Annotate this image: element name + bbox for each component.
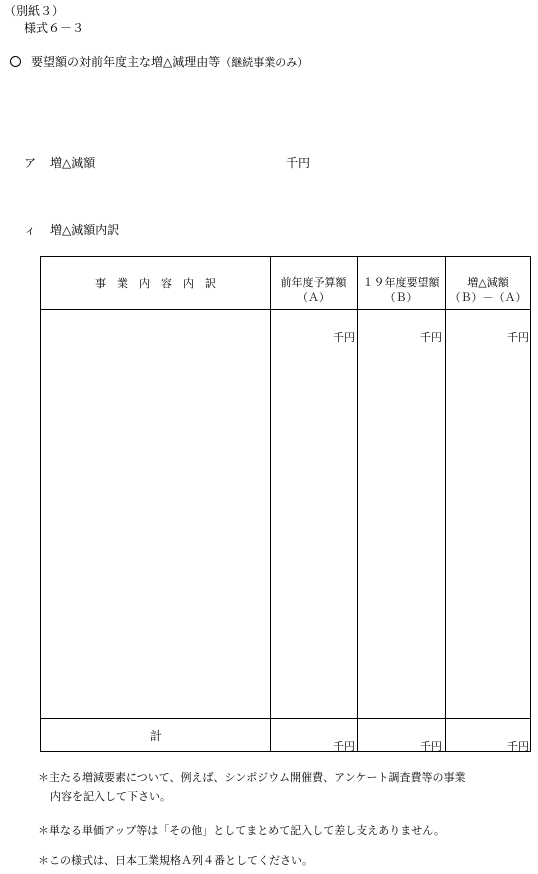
col-header-prev-budget-line1: 前年度予算額 <box>280 276 347 289</box>
attachment-label: （別紙３） <box>4 4 65 18</box>
heading-text: 要望額の対前年度主な増△減理由等 <box>31 55 221 69</box>
body-unit-diff: 千円 <box>507 331 529 344</box>
form-number: 様式６－３ <box>24 21 85 35</box>
note-1-line-1: ＊主たる増減要素について、例えば、シンポジウム開催費、アンケート調査費等の事業 <box>38 771 466 784</box>
col-header-prev-budget-line2: （Ａ） <box>297 291 330 304</box>
note-1-line-2: 内容を記入して下さい。 <box>50 790 171 803</box>
heading-note: （継続事業のみ） <box>220 56 309 69</box>
col-header-diff-line1: 増△減額 <box>467 276 509 289</box>
total-unit-diff: 千円 <box>507 740 529 753</box>
section-a-label: 増△減額 <box>50 156 96 170</box>
body-unit-prev: 千円 <box>333 331 355 344</box>
section-a-unit: 千円 <box>286 156 311 170</box>
col-header-prev-budget <box>270 275 357 305</box>
heading <box>10 56 308 68</box>
note-3: ＊この様式は、日本工業規格Ａ列４番としてください。 <box>38 854 313 867</box>
section-a-marker: ア <box>24 156 37 170</box>
col-header-content: 事 業 内 容 内 訳 <box>95 277 216 290</box>
total-unit-prev: 千円 <box>333 740 355 753</box>
col-header-diff <box>445 275 531 305</box>
note-2: ＊単なる単価アップ等は「その他」としてまとめて記入して差し支えありません。 <box>38 824 445 837</box>
total-unit-request: 千円 <box>420 740 442 753</box>
section-i-label: 増△減額内訳 <box>50 223 120 237</box>
col-header-request <box>357 275 445 305</box>
body-unit-request: 千円 <box>420 331 442 344</box>
col-header-request-line1: １９年度要望額 <box>362 276 440 289</box>
section-i-marker: ィ <box>24 223 37 237</box>
col-header-diff-line2: （Ｂ）－（Ａ） <box>449 291 527 304</box>
breakdown-table <box>40 256 531 752</box>
col-header-request-line2: （Ｂ） <box>384 291 418 304</box>
circle-bullet-icon <box>10 56 21 67</box>
total-label: 計 <box>150 729 163 743</box>
